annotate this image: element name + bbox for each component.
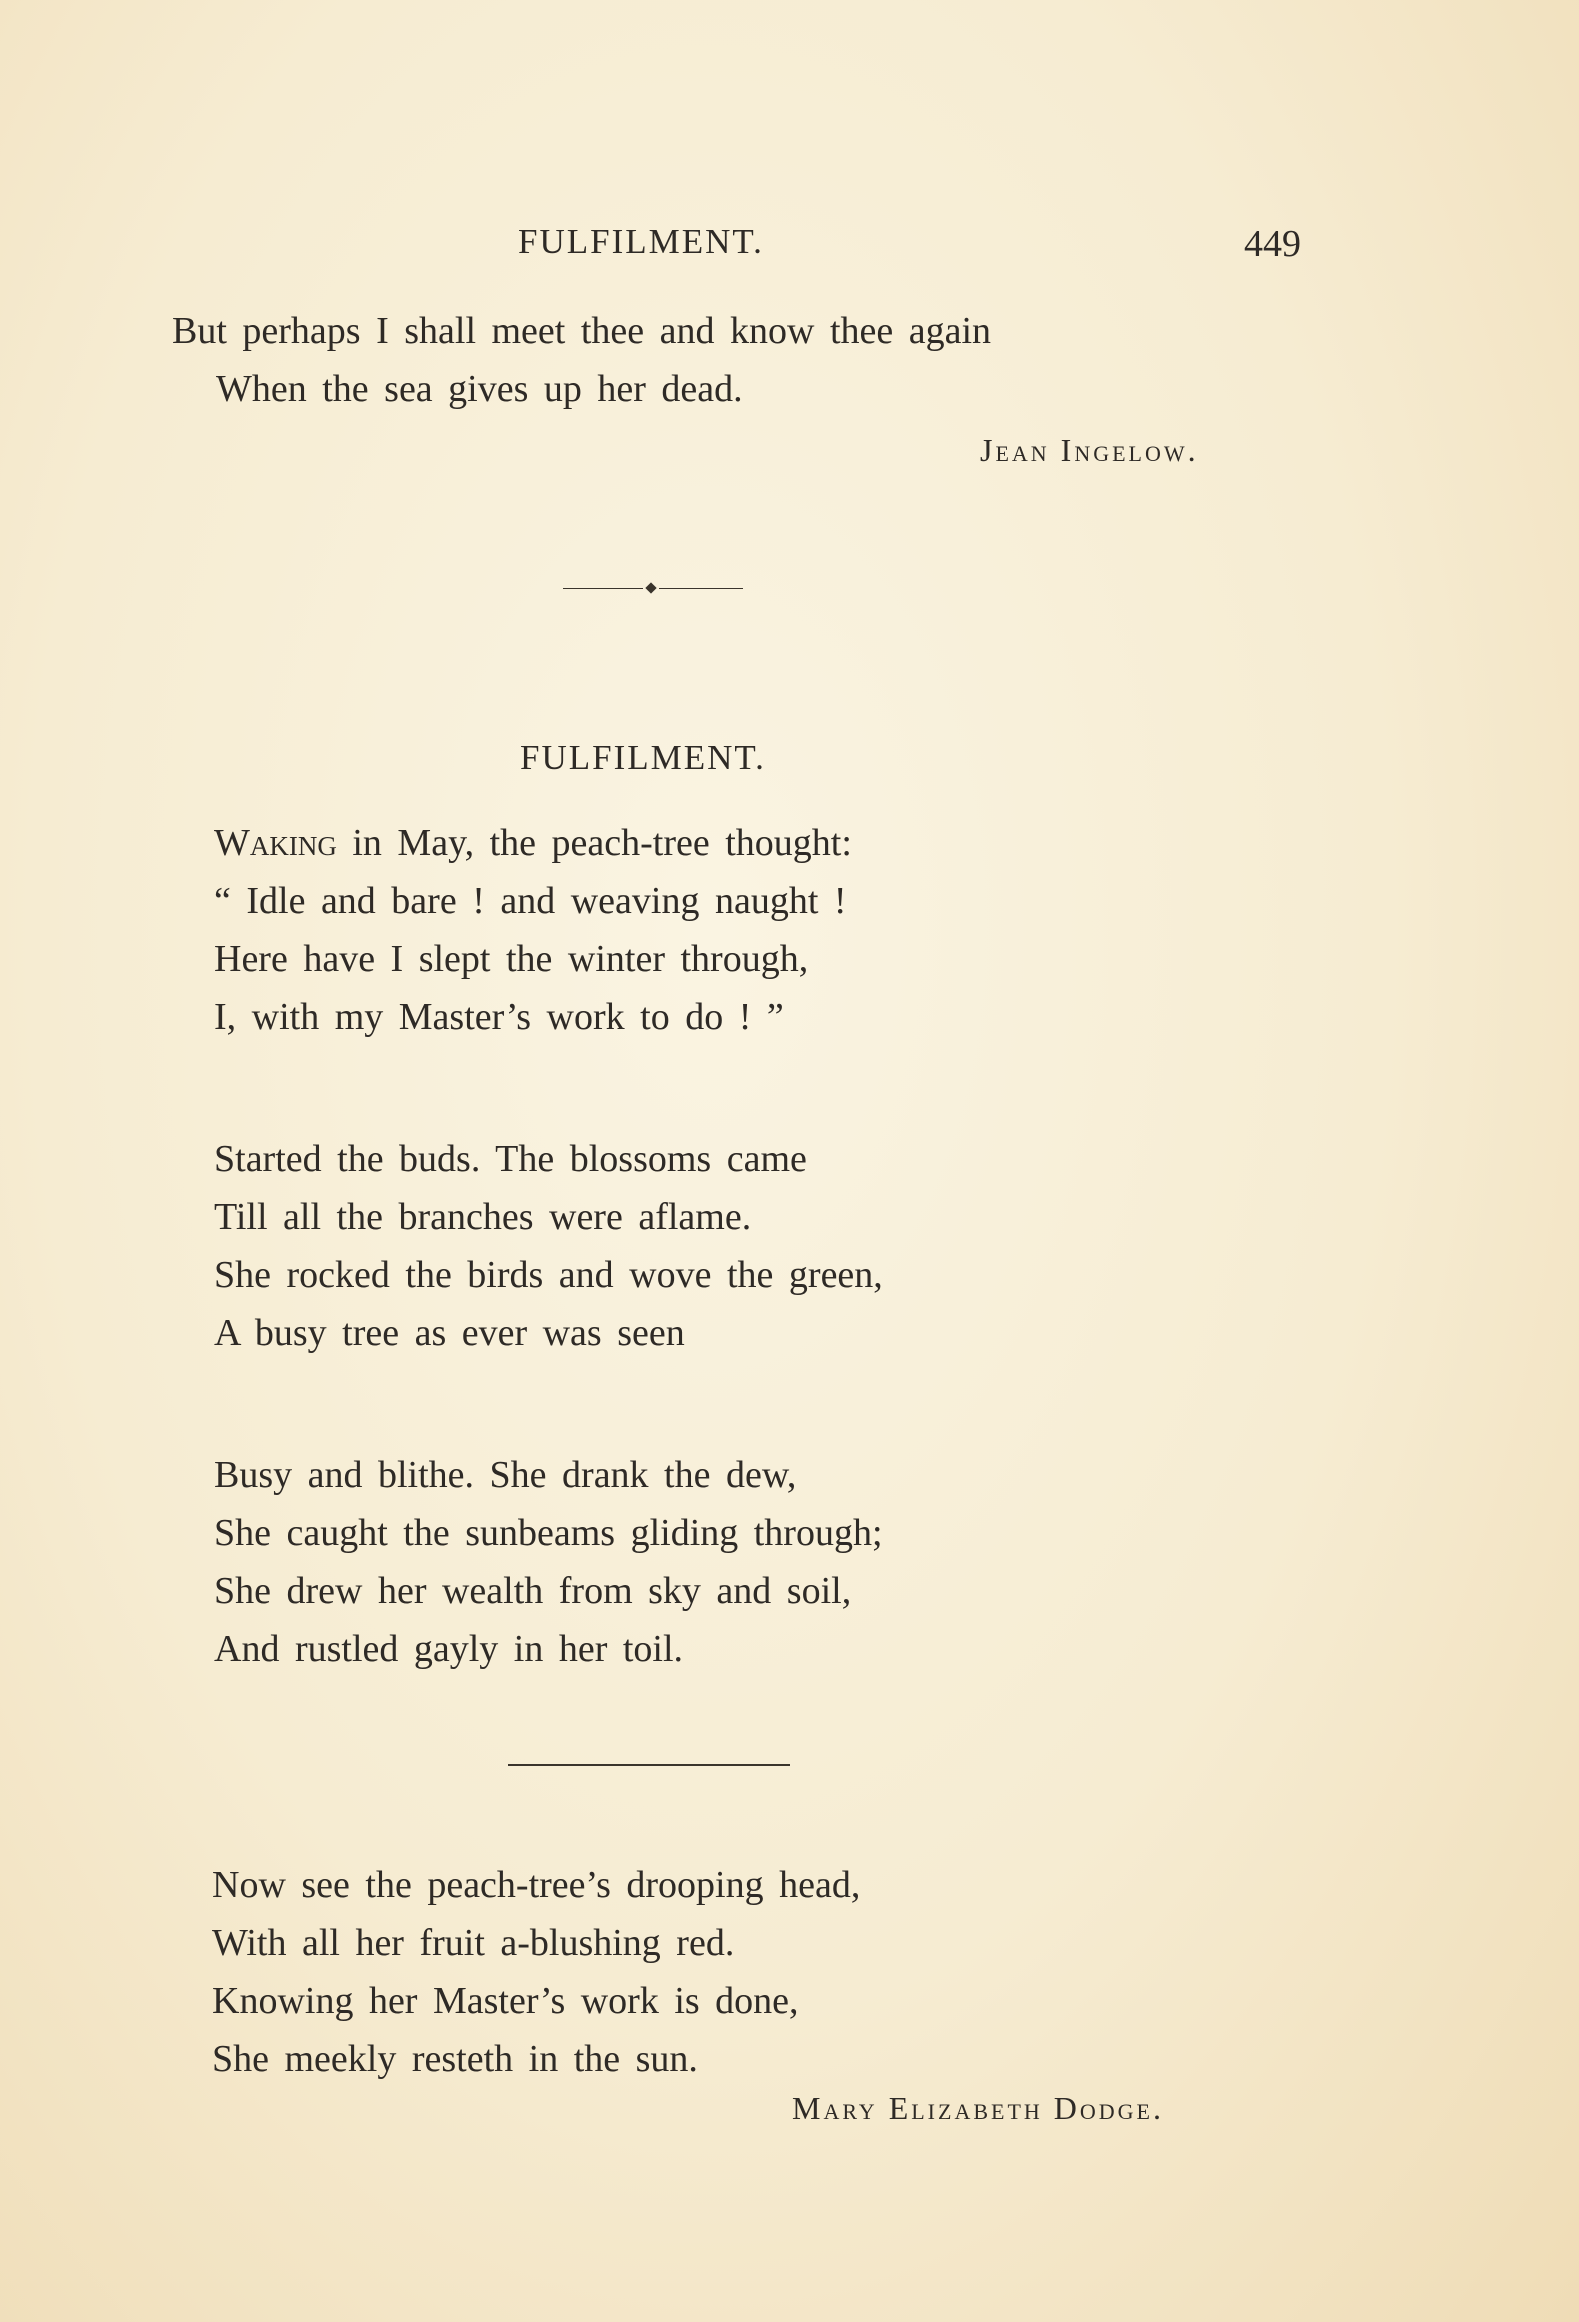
stanza-3 [214, 1446, 883, 1678]
running-head [0, 222, 1579, 272]
verse-line: Busy and blithe. She drank the dew, [214, 1454, 797, 1496]
stanza-1 [214, 814, 852, 1046]
verse-line: She caught the sunbeams gliding through; [214, 1512, 883, 1554]
ornament-rule-left [563, 588, 643, 589]
page-number: 449 [1244, 223, 1301, 265]
first-line-rest: in May, the peach-tree thought: [336, 822, 852, 864]
ornament-rule-right [659, 588, 743, 589]
drop-word: Waking [214, 822, 337, 864]
verse-line: A busy tree as ever was seen [214, 1312, 685, 1354]
verse-line: She meekly resteth in the sun. [212, 2038, 698, 2080]
section-divider [508, 1764, 790, 1766]
verse-line: Now see the peach-tree’s drooping head, [212, 1864, 861, 1906]
verse-line: But perhaps I shall meet thee and know thee again [172, 310, 992, 352]
stanza-2 [214, 1130, 883, 1362]
verse-line: Till all the branches were aflame. [214, 1196, 752, 1238]
verse-line: She drew her wealth from sky and soil, [214, 1570, 852, 1612]
previous-poem-attribution: Jean Ingelow. [980, 432, 1199, 468]
ornament-divider [563, 584, 743, 594]
running-head-title: FULFILMENT. [518, 222, 764, 261]
poem-attribution: Mary Elizabeth Dodge. [792, 2090, 1164, 2126]
verse-line: With all her fruit a-blushing red. [212, 1922, 735, 1964]
verse-line: She rocked the birds and wove the green, [214, 1254, 883, 1296]
poem-title: FULFILMENT. [520, 738, 766, 777]
verse-line: Here have I slept the winter through, [214, 938, 809, 980]
verse-line [214, 814, 852, 872]
previous-poem-ending [172, 302, 991, 418]
verse-line: And rustled gayly in her toil. [214, 1628, 684, 1670]
verse-line: “ Idle and bare ! and weaving naught ! [214, 880, 847, 922]
verse-line: Started the buds. The blossoms came [214, 1138, 807, 1180]
ornament-diamond [645, 582, 656, 593]
verse-line: When the sea gives up her dead. [216, 368, 743, 410]
stanza-4 [212, 1856, 860, 2088]
verse-line: I, with my Master’s work to do ! ” [214, 996, 784, 1038]
verse-line: Knowing her Master’s work is done, [212, 1980, 799, 2022]
